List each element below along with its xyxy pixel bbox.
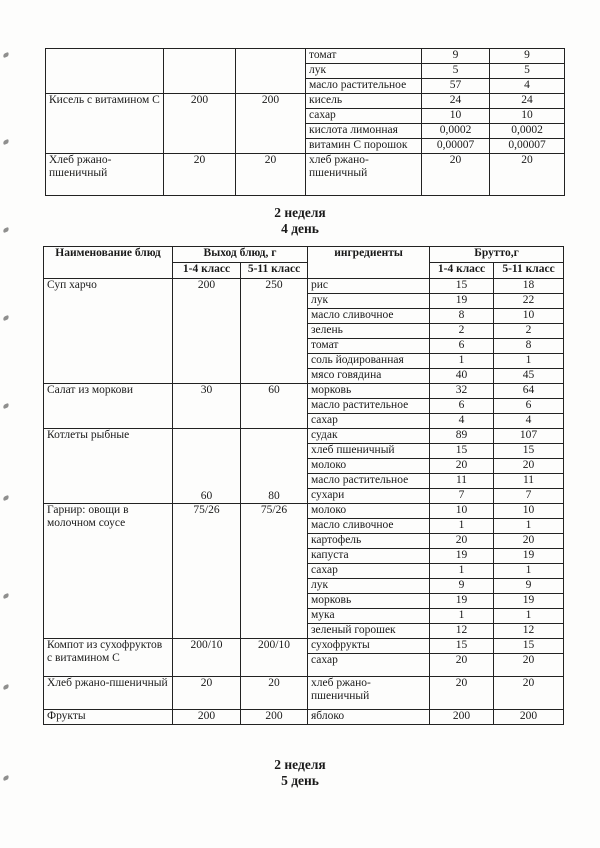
output-5-11-cell: 80 [241,429,308,504]
ingredient-cell: судак [308,429,430,444]
brutto-1-4-cell: 2 [430,324,494,339]
brutto-5-11-cell: 5 [490,64,565,79]
brutto-5-11-cell: 8 [494,339,564,354]
ingredient-cell: хлеб ржано-пшеничный [306,154,422,196]
brutto-5-11-cell: 0,0002 [490,124,565,139]
scan-mark [2,52,9,58]
dish-name-cell: Фрукты [44,710,173,725]
brutto-1-4-cell: 0,0002 [422,124,490,139]
day-heading: 4 день [281,221,319,236]
brutto-5-11-cell: 6 [494,399,564,414]
brutto-1-4-cell: 19 [430,294,494,309]
table-row [46,154,565,196]
brutto-1-4-cell: 4 [430,414,494,429]
scan-mark [2,495,9,501]
output-1-4-cell: 20 [173,677,241,710]
brutto-5-11-cell: 7 [494,489,564,504]
brutto-1-4-cell: 10 [430,504,494,519]
table-row [44,677,564,710]
brutto-5-11-cell: 0,00007 [490,139,565,154]
ingredient-cell: томат [308,339,430,354]
brutto-5-11-cell: 1 [494,354,564,369]
ingredient-cell: сухари [308,489,430,504]
ingredient-cell: сахар [308,414,430,429]
brutto-5-11-cell: 10 [494,309,564,324]
ingredient-cell: картофель [308,534,430,549]
ingredient-cell: масло сливочное [308,309,430,324]
brutto-1-4-cell: 6 [430,339,494,354]
output-5-11-cell: 20 [236,154,306,196]
dish-name-cell: Котлеты рыбные [44,429,173,504]
brutto-1-4-cell: 24 [422,94,490,109]
brutto-1-4-cell: 15 [430,639,494,654]
table-row [44,504,564,519]
output-5-11-cell: 200/10 [241,639,308,677]
brutto-1-4-cell: 89 [430,429,494,444]
ingredient-cell: кисель [306,94,422,109]
brutto-1-4-cell: 9 [430,579,494,594]
week-heading: 2 неделя [274,757,326,772]
brutto-5-11-cell: 2 [494,324,564,339]
ingredient-cell: капуста [308,549,430,564]
output-1-4-cell: 20 [164,154,236,196]
scan-mark [2,593,9,599]
brutto-1-4-cell: 10 [422,109,490,124]
dish-name-cell: Хлеб ржано-пшеничный [44,677,173,710]
brutto-5-11-cell: 12 [494,624,564,639]
dish-name-cell: Компот из сухофруктов с витамином С [44,639,173,677]
ingredient-cell: сухофрукты [308,639,430,654]
table-row [44,710,564,725]
output-5-11-cell: 75/26 [241,504,308,639]
ingredient-cell: морковь [308,384,430,399]
brutto-1-4-cell: 40 [430,369,494,384]
brutto-5-11-cell: 1 [494,519,564,534]
output-1-4-cell: 200/10 [173,639,241,677]
brutto-1-4-cell: 20 [430,677,494,710]
brutto-5-11-cell: 11 [494,474,564,489]
ingredient-cell: лук [306,64,422,79]
scan-mark [2,403,9,409]
brutto-1-4-cell: 12 [430,624,494,639]
dish-name-cell: Салат из моркови [44,384,173,429]
brutto-1-4-cell: 20 [430,459,494,474]
ingredient-cell: сахар [308,564,430,579]
ingredient-cell: масло растительное [308,399,430,414]
ingredient-cell: зелень [308,324,430,339]
brutto-1-4-cell: 6 [430,399,494,414]
ingredient-cell: соль йодированная [308,354,430,369]
brutto-grade-5-11-header: 5-11 класс [494,263,564,279]
brutto-5-11-cell: 20 [494,677,564,710]
ingredient-cell: масло сливочное [308,519,430,534]
ingredient-cell: масло растительное [308,474,430,489]
brutto-5-11-cell: 20 [494,534,564,549]
ingredient-cell: лук [308,294,430,309]
brutto-5-11-cell: 45 [494,369,564,384]
ingredient-cell: кислота лимонная [306,124,422,139]
ingredient-cell: морковь [308,594,430,609]
brutto-grade-1-4-header: 1-4 класс [430,263,494,279]
brutto-1-4-cell: 57 [422,79,490,94]
dish-cell [46,49,164,94]
scan-mark [2,315,9,321]
dish-name-cell: Суп харчо [44,279,173,384]
brutto-5-11-cell: 19 [494,594,564,609]
brutto-5-11-cell: 22 [494,294,564,309]
brutto-1-4-cell: 200 [430,710,494,725]
brutto-5-11-cell: 1 [494,564,564,579]
dish-cell: Кисель с витамином С [46,94,164,154]
ingredient-cell: сахар [306,109,422,124]
output-1-4-cell: 200 [173,279,241,384]
dish-cell: Хлеб ржано-пшеничный [46,154,164,196]
brutto-5-11-cell: 20 [494,654,564,677]
brutto-1-4-cell: 19 [430,594,494,609]
table-row [46,94,565,109]
scan-mark [2,139,9,145]
brutto-1-4-cell: 15 [430,444,494,459]
output-5-11-cell: 60 [241,384,308,429]
brutto-5-11-cell: 200 [494,710,564,725]
brutto-5-11-cell: 18 [494,279,564,294]
ingredient-cell: рис [308,279,430,294]
brutto-1-4-cell: 20 [430,654,494,677]
continuation-table [45,48,565,196]
brutto-1-4-cell: 1 [430,564,494,579]
table-row [44,429,564,444]
brutto-1-4-cell: 8 [430,309,494,324]
output-1-4-cell: 30 [173,384,241,429]
brutto-5-11-cell: 19 [494,549,564,564]
ingredient-cell: масло растительное [306,79,422,94]
output-grade-5-11-header: 5-11 класс [241,263,308,279]
output-1-4-cell: 75/26 [173,504,241,639]
ingredient-cell: лук [308,579,430,594]
brutto-5-11-cell: 20 [490,154,565,196]
brutto-1-4-cell: 5 [422,64,490,79]
brutto-1-4-cell: 32 [430,384,494,399]
brutto-5-11-cell: 4 [490,79,565,94]
brutto-5-11-cell: 24 [490,94,565,109]
table-row [46,49,565,64]
ingredient-cell: хлеб ржано-пшеничный [308,677,430,710]
brutto-5-11-cell: 15 [494,444,564,459]
brutto-5-11-cell: 4 [494,414,564,429]
ingredient-cell: зеленый горошек [308,624,430,639]
ingredient-cell: молоко [308,504,430,519]
brutto-5-11-cell: 9 [490,49,565,64]
brutto-5-11-cell: 107 [494,429,564,444]
brutto-1-4-cell: 20 [422,154,490,196]
brutto-1-4-cell: 1 [430,609,494,624]
output-5-11-cell: 200 [236,94,306,154]
dish-name-header: Наименование блюд [44,247,173,279]
ingredient-cell: яблоко [308,710,430,725]
output-5-11-cell: 200 [241,710,308,725]
brutto-1-4-cell: 19 [430,549,494,564]
table-row [44,279,564,294]
output-1-4-cell: 200 [173,710,241,725]
brutto-1-4-cell: 0,00007 [422,139,490,154]
ingredient-cell: томат [306,49,422,64]
ingredient-cell: сахар [308,654,430,677]
week-heading: 2 неделя [274,205,326,220]
table-row [44,384,564,399]
output-1-4-cell: 60 [173,429,241,504]
header-row [44,247,564,263]
output-1-4-cell: 200 [164,94,236,154]
brutto-1-4-cell: 1 [430,354,494,369]
brutto-5-11-cell: 10 [490,109,565,124]
table-row [44,639,564,654]
ingredient-cell: витамин С порошок [306,139,422,154]
brutto-5-11-cell: 64 [494,384,564,399]
brutto-1-4-cell: 7 [430,489,494,504]
output-5-11-cell: 20 [241,677,308,710]
day-heading: 5 день [281,773,319,788]
ingredient-cell: молоко [308,459,430,474]
brutto-5-11-cell: 20 [494,459,564,474]
dish-name-cell: Гарнир: овощи в молочном соусе [44,504,173,639]
brutto-1-4-cell: 1 [430,519,494,534]
brutto-5-11-cell: 1 [494,609,564,624]
ingredient-cell: мука [308,609,430,624]
output-grade-1-4-header: 1-4 класс [173,263,241,279]
output-header: Выход блюд, г [173,247,308,263]
brutto-5-11-cell: 10 [494,504,564,519]
ingredient-cell: хлеб пшеничный [308,444,430,459]
output-5-11-cell: 250 [241,279,308,384]
brutto-header: Брутто,г [430,247,564,263]
brutto-1-4-cell: 15 [430,279,494,294]
scan-mark [2,684,9,690]
brutto-1-4-cell: 9 [422,49,490,64]
brutto-1-4-cell: 11 [430,474,494,489]
menu-table [43,246,564,725]
ingredient-cell: мясо говядина [308,369,430,384]
brutto-5-11-cell: 15 [494,639,564,654]
ingredients-header: ингредиенты [308,247,430,279]
brutto-5-11-cell: 9 [494,579,564,594]
brutto-1-4-cell: 20 [430,534,494,549]
